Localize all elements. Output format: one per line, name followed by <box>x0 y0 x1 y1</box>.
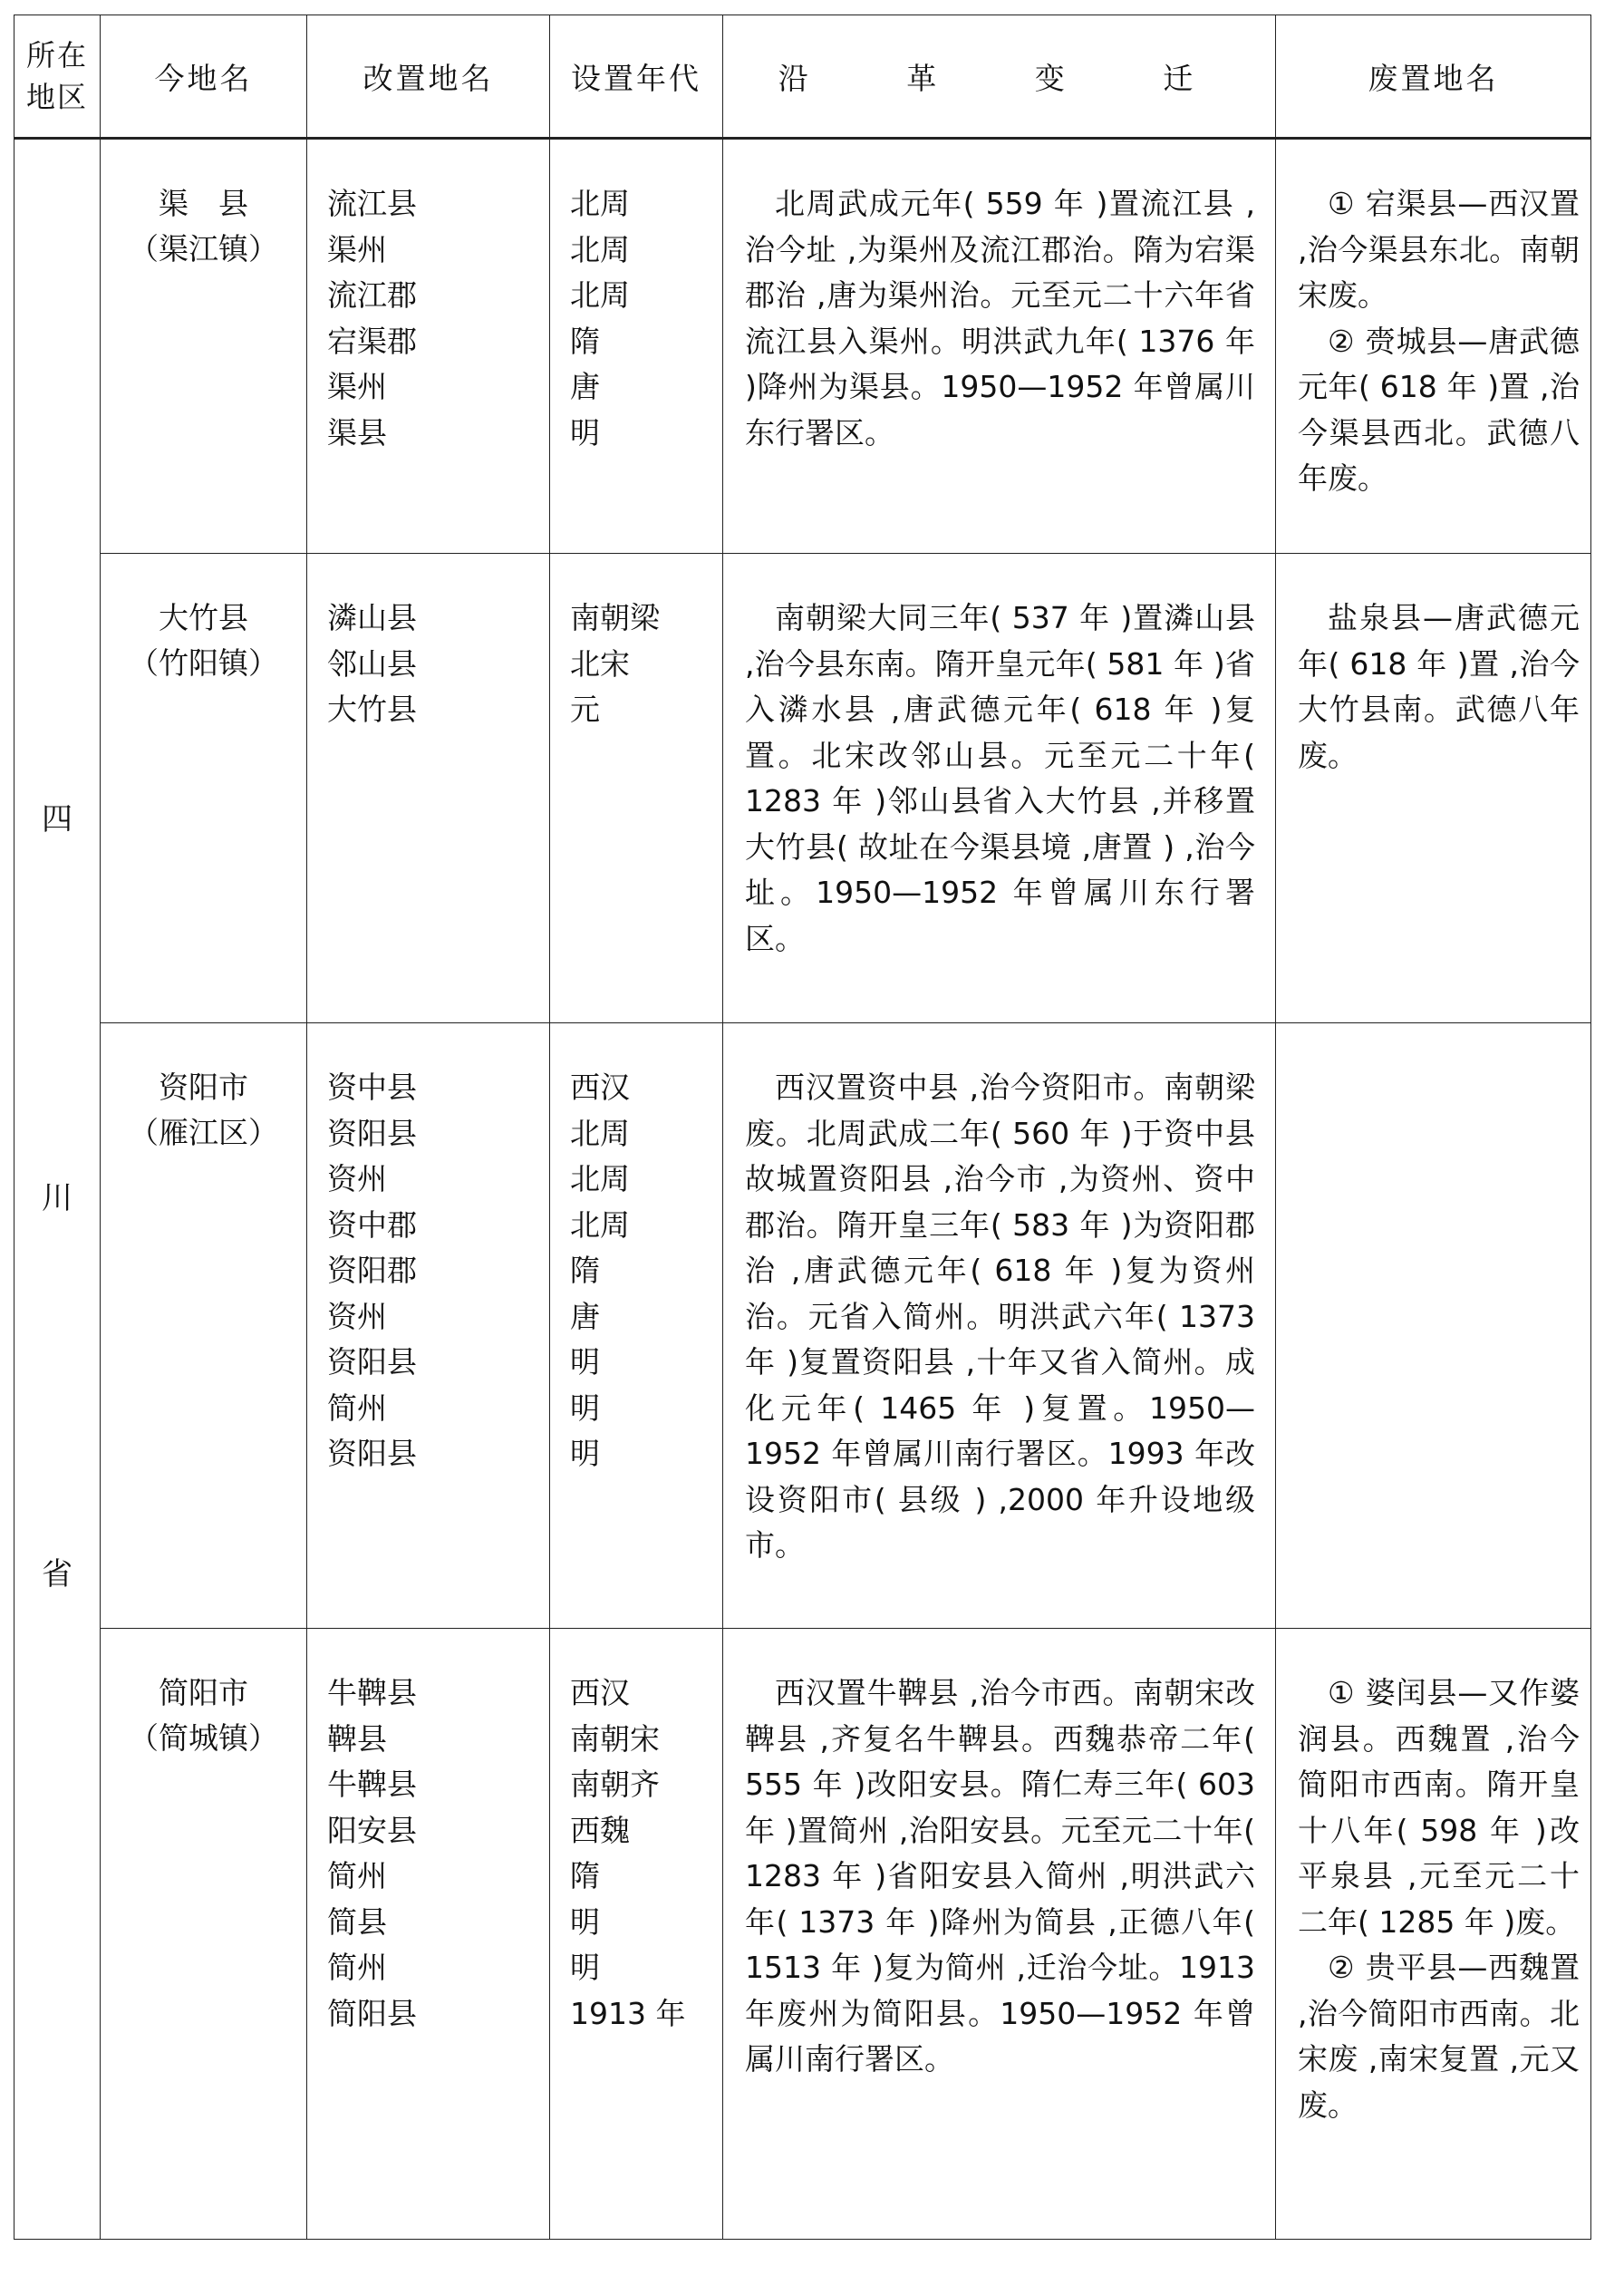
established-era: 北周 <box>570 186 630 221</box>
modern-name: 资阳市 <box>159 1070 248 1105</box>
changed-name: 简县 <box>327 1903 387 1940</box>
abolished-cell <box>1276 139 1591 554</box>
history-cell: 西汉置资中县 ,治今资阳市。南朝梁废。北周武成二年( 560 年 )于资中县故城置资阳县 ,治今市 ,为资州、资中郡治。隋开皇三年( 583 年 )为资阳郡治 ,唐武德元年( 618 年 )复为资州治。元省入简州。明洪武六年( 1373 年 )复置资阳县 ,十年又省入简州。成化元年( 1465 年 )复置。1950—1952 年曾属川南行署区。1993 年改设资阳市( 县级 ) ,2000 年升设地级市。 <box>723 1023 1276 1629</box>
established-era: 明 <box>570 1344 600 1380</box>
changed-name: 资阳县 <box>327 1115 417 1151</box>
established-era: 北周 <box>570 231 630 267</box>
established-era: 明 <box>570 414 600 450</box>
changed-name: 简阳县 <box>327 1995 417 2031</box>
changed-name: 阳安县 <box>327 1812 417 1848</box>
table-row <box>14 1023 1591 1629</box>
changed-name: 宕渠郡 <box>327 323 417 359</box>
changed-name: 流江县 <box>327 186 417 221</box>
changed-names-cell <box>307 1023 550 1629</box>
established-era: 西汉 <box>570 1675 630 1710</box>
table-row <box>14 554 1591 1023</box>
established-era: 南朝梁 <box>570 600 660 635</box>
established-cell <box>550 1629 723 2240</box>
region-name <box>14 140 100 2239</box>
changed-name: 邻山县 <box>327 645 417 682</box>
established-era: 唐 <box>570 1298 600 1334</box>
changed-name: 流江郡 <box>327 277 417 313</box>
modern-name: 大竹县 <box>159 600 248 635</box>
changed-name: 资阳县 <box>327 1436 417 1471</box>
header-region: 所在地区 <box>14 15 101 139</box>
modern-seat: （渠江镇） <box>129 231 278 266</box>
modern-name: 渠 县 <box>159 186 248 221</box>
region-char: 省 <box>42 1556 72 1593</box>
established-era: 北周 <box>570 277 630 313</box>
established-era: 北周 <box>570 1161 630 1196</box>
modern-seat: （简城镇） <box>129 1720 278 1756</box>
established-era: 明 <box>570 1903 600 1940</box>
abolished-cell <box>1276 1629 1591 2240</box>
established-era: 北周 <box>570 1115 630 1151</box>
changed-name: 大竹县 <box>327 692 417 727</box>
header-abolished: 废置地名 <box>1276 15 1591 139</box>
changed-name: 简州 <box>327 1858 387 1893</box>
changed-name: 牛鞞县 <box>327 1675 417 1710</box>
table-row <box>14 1629 1591 2240</box>
established-era: 明 <box>570 1436 600 1471</box>
modern-name: 简阳市 <box>159 1675 248 1710</box>
changed-name: 潾山县 <box>327 600 417 635</box>
abolished-entry: 盐泉县—唐武德元年( 618 年 )置 ,治今大竹县南。武德八年废。 <box>1298 600 1580 773</box>
changed-name: 渠州 <box>327 231 387 267</box>
modern-name-cell <box>101 554 307 1023</box>
established-era: 明 <box>570 1389 600 1426</box>
established-era: 北周 <box>570 1206 630 1243</box>
established-cell <box>550 1023 723 1629</box>
history-cell: 西汉置牛鞞县 ,治今市西。南朝宋改鞞县 ,齐复名牛鞞县。西魏恭帝二年( 555 年 )改阳安县。隋仁寿三年( 603 年 )置简州 ,治阳安县。元至元二十年( 1283 年 )省阳安县入简州 ,明洪武六年( 1373 年 )降州为简县 ,正德八年( 1513 年 )复为简州 ,迁治今址。1913 年废州为简阳县。1950—1952 年曾属川南行署区。 <box>723 1629 1276 2240</box>
region-cell <box>14 139 101 2240</box>
established-era: 南朝齐 <box>570 1767 660 1802</box>
changed-name: 资中郡 <box>327 1206 417 1243</box>
changed-name: 资州 <box>327 1298 387 1334</box>
modern-seat: （雁江区） <box>129 1115 278 1150</box>
established-era: 南朝宋 <box>570 1720 660 1757</box>
changed-name: 资阳郡 <box>327 1253 417 1288</box>
established-cell <box>550 554 723 1023</box>
changed-names-cell <box>307 139 550 554</box>
modern-name-cell <box>101 1629 307 2240</box>
changed-name: 渠州 <box>327 369 387 404</box>
changed-names-cell <box>307 554 550 1023</box>
changed-name: 鞞县 <box>327 1720 387 1757</box>
modern-seat: （竹阳镇） <box>129 645 278 681</box>
established-era: 唐 <box>570 369 600 404</box>
established-era: 隋 <box>570 1858 600 1893</box>
abolished-entry: ① 婆闰县—又作婆润县。西魏置 ,治今简阳市西南。隋开皇十八年( 598 年 )改平泉县 ,元至元二十二年( 1285 年 )废。 <box>1298 1675 1580 1940</box>
established-era: 西汉 <box>570 1070 630 1105</box>
header-established: 设置年代 <box>550 15 723 139</box>
modern-name-cell <box>101 139 307 554</box>
established-era: 西魏 <box>570 1812 630 1848</box>
established-era: 北宋 <box>570 645 630 682</box>
history-cell: 北周武成元年( 559 年 )置流江县 ,治今址 ,为渠州及流江郡治。隋为宕渠郡治 ,唐为渠州治。元至元二十六年省流江县入渠州。明洪武九年( 1376 年 )降州为渠县。1950—1952 年曾属川东行署区。 <box>723 139 1276 554</box>
established-era: 元 <box>570 692 600 727</box>
header-history <box>723 15 1276 139</box>
abolished-entry: ② 赍城县—唐武德元年( 618 年 )置 ,治今渠县西北。武德八年废。 <box>1298 323 1580 496</box>
table-row <box>14 139 1591 554</box>
abolished-cell <box>1276 554 1591 1023</box>
established-era: 1913 年 <box>570 1995 686 2031</box>
header-history-text: 沿 革 变 迁 <box>778 60 1221 96</box>
gazetteer-table <box>14 15 1591 2240</box>
changed-names-cell <box>307 1629 550 2240</box>
header-modern-name: 今地名 <box>101 15 307 139</box>
abolished-entry: ① 宕渠县—西汉置 ,治今渠县东北。南朝宋废。 <box>1298 186 1580 313</box>
changed-name: 简州 <box>327 1389 387 1426</box>
established-era: 明 <box>570 1950 600 1985</box>
header-changed-names: 改置地名 <box>307 15 550 139</box>
changed-name: 资阳县 <box>327 1344 417 1380</box>
header-row <box>14 15 1591 139</box>
changed-name: 资中县 <box>327 1070 417 1105</box>
history-cell: 南朝梁大同三年( 537 年 )置潾山县 ,治今县东南。隋开皇元年( 581 年 )省入潾水县 ,唐武德元年( 618 年 )复置。北宋改邻山县。元至元二十年( 1283 年 )邻山县省入大竹县 ,并移置大竹县( 故址在今渠县境 ,唐置 ) ,治今址。1950—1952 年曾属川东行署区。 <box>723 554 1276 1023</box>
abolished-entry: ② 贵平县—西魏置 ,治今简阳市西南。北宋废 ,南宋复置 ,元又废。 <box>1298 1950 1580 2123</box>
changed-name: 牛鞞县 <box>327 1767 417 1802</box>
changed-name: 渠县 <box>327 414 387 450</box>
region-char: 四 <box>42 801 72 838</box>
changed-name: 资州 <box>327 1161 387 1196</box>
region-char: 川 <box>42 1180 72 1216</box>
changed-name: 简州 <box>327 1950 387 1985</box>
established-cell <box>550 139 723 554</box>
abolished-cell <box>1276 1023 1591 1629</box>
established-era: 隋 <box>570 1253 600 1288</box>
modern-name-cell <box>101 1023 307 1629</box>
established-era: 隋 <box>570 323 600 359</box>
